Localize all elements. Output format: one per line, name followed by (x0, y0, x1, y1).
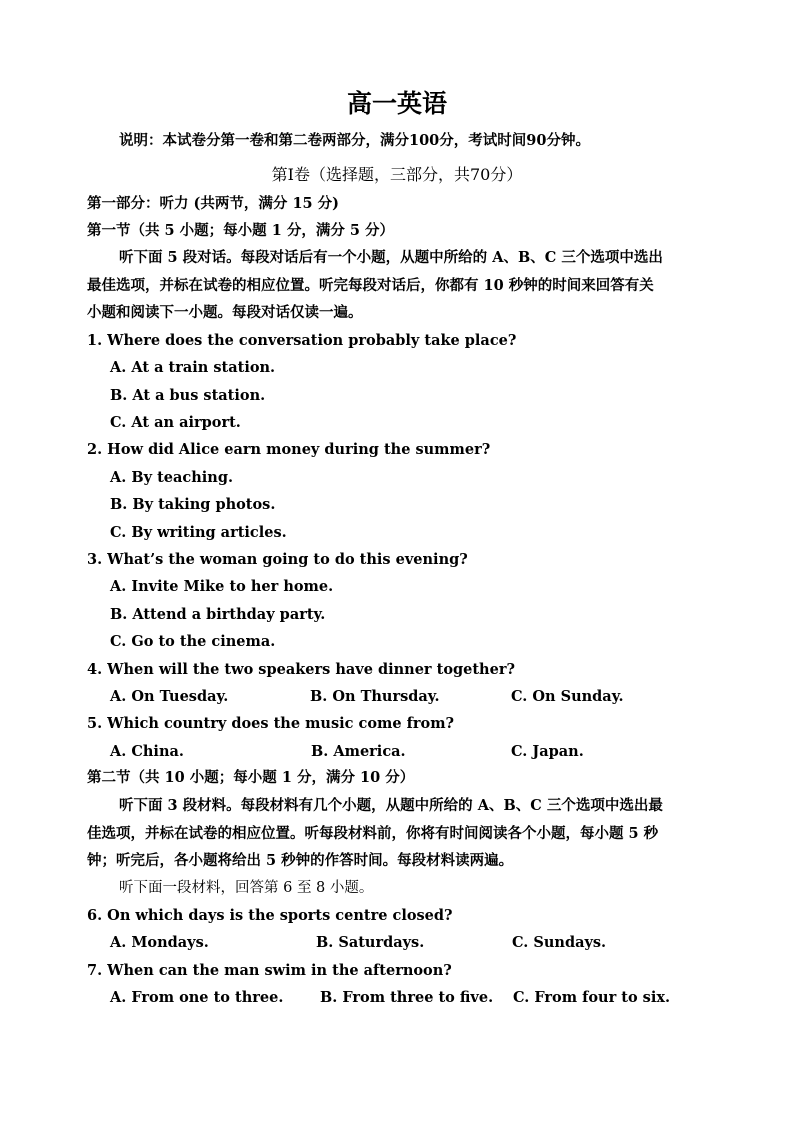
question-5-option-b[interactable]: B. America. (311, 743, 406, 760)
question-5-option-c[interactable]: C. Japan. (511, 743, 584, 760)
section2-sub-instruction: 听下面一段材料，回答第 6 至 8 小题。 (119, 880, 374, 896)
question-7-option-a[interactable]: A. From one to three. (110, 989, 284, 1006)
question-6-text: 6. On which days is the sports centre closed? (87, 907, 453, 924)
question-4-option-c[interactable]: C. On Sunday. (511, 688, 624, 705)
volume1-heading: 第I卷（选择题，三部分，共70分） (271, 165, 523, 184)
question-3-text: 3. What’s the woman going to do this evening? (87, 551, 468, 568)
question-4-option-b[interactable]: B. On Thursday. (310, 688, 440, 705)
question-4-text: 4. When will the two speakers have dinner together? (87, 661, 515, 678)
section1-heading: 第一节（共 5 小题；每小题 1 分，满分 5 分） (87, 222, 395, 239)
exam-note: 说明：本试卷分第一卷和第二卷两部分，满分100分，考试时间90分钟。 (119, 132, 590, 149)
exam-title: 高一英语 (346, 89, 447, 118)
question-2-option-a[interactable]: A. By teaching. (110, 469, 234, 486)
question-6-option-c[interactable]: C. Sundays. (512, 934, 607, 951)
question-3-option-a[interactable]: A. Invite Mike to her home. (110, 578, 334, 595)
part1-heading: 第一部分：听力 (共两节，满分 15 分) (87, 195, 340, 212)
question-2-option-c[interactable]: C. By writing articles. (110, 524, 287, 541)
question-6-option-b[interactable]: B. Saturdays. (316, 934, 425, 951)
question-5-text: 5. Which country does the music come from? (87, 715, 455, 732)
section2-instruction-line: 钟；听完后，各小题将给出 5 秒钟的作答时间。每段材料读两遍。 (87, 852, 514, 869)
question-1-option-c[interactable]: C. At an airport. (110, 414, 241, 431)
section1-instruction-line: 听下面 5 段对话。每段对话后有一个小题，从题中所给的 A、B、C 三个选项中选出 (119, 249, 663, 266)
section2-instruction-line: 佳选项，并标在试卷的相应位置。听每段材料前，你将有时间阅读各个小题，每小题 5 秒 (87, 825, 659, 842)
question-1-option-a[interactable]: A. At a train station. (110, 359, 276, 376)
question-4-option-a[interactable]: A. On Tuesday. (110, 688, 229, 705)
question-2-option-b[interactable]: B. By taking photos. (110, 496, 276, 513)
question-7-option-b[interactable]: B. From three to five. (320, 989, 494, 1006)
section1-instruction-line: 最佳选项，并标在试卷的相应位置。听完每段对话后，你都有 10 秒钟的时间来回答有关 (87, 277, 654, 294)
question-2-text: 2. How did Alice earn money during the summer? (87, 441, 491, 458)
section2-heading: 第二节（共 10 小题；每小题 1 分，满分 10 分） (87, 769, 415, 786)
question-3-option-c[interactable]: C. Go to the cinema. (110, 633, 276, 650)
question-3-option-b[interactable]: B. Attend a birthday party. (110, 606, 326, 623)
question-7-option-c[interactable]: C. From four to six. (513, 989, 671, 1006)
section2-instruction-line: 听下面 3 段材料。每段材料有几个小题，从题中所给的 A、B、C 三个选项中选出最 (119, 797, 663, 814)
section1-instruction-line: 小题和阅读下一小题。每段对话仅读一遍。 (87, 304, 363, 321)
question-1-text: 1. Where does the conversation probably take place? (87, 332, 517, 349)
question-5-option-a[interactable]: A. China. (110, 743, 184, 760)
question-6-option-a[interactable]: A. Mondays. (110, 934, 209, 951)
question-7-text: 7. When can the man swim in the afternoon? (87, 962, 452, 979)
question-1-option-b[interactable]: B. At a bus station. (110, 387, 266, 404)
